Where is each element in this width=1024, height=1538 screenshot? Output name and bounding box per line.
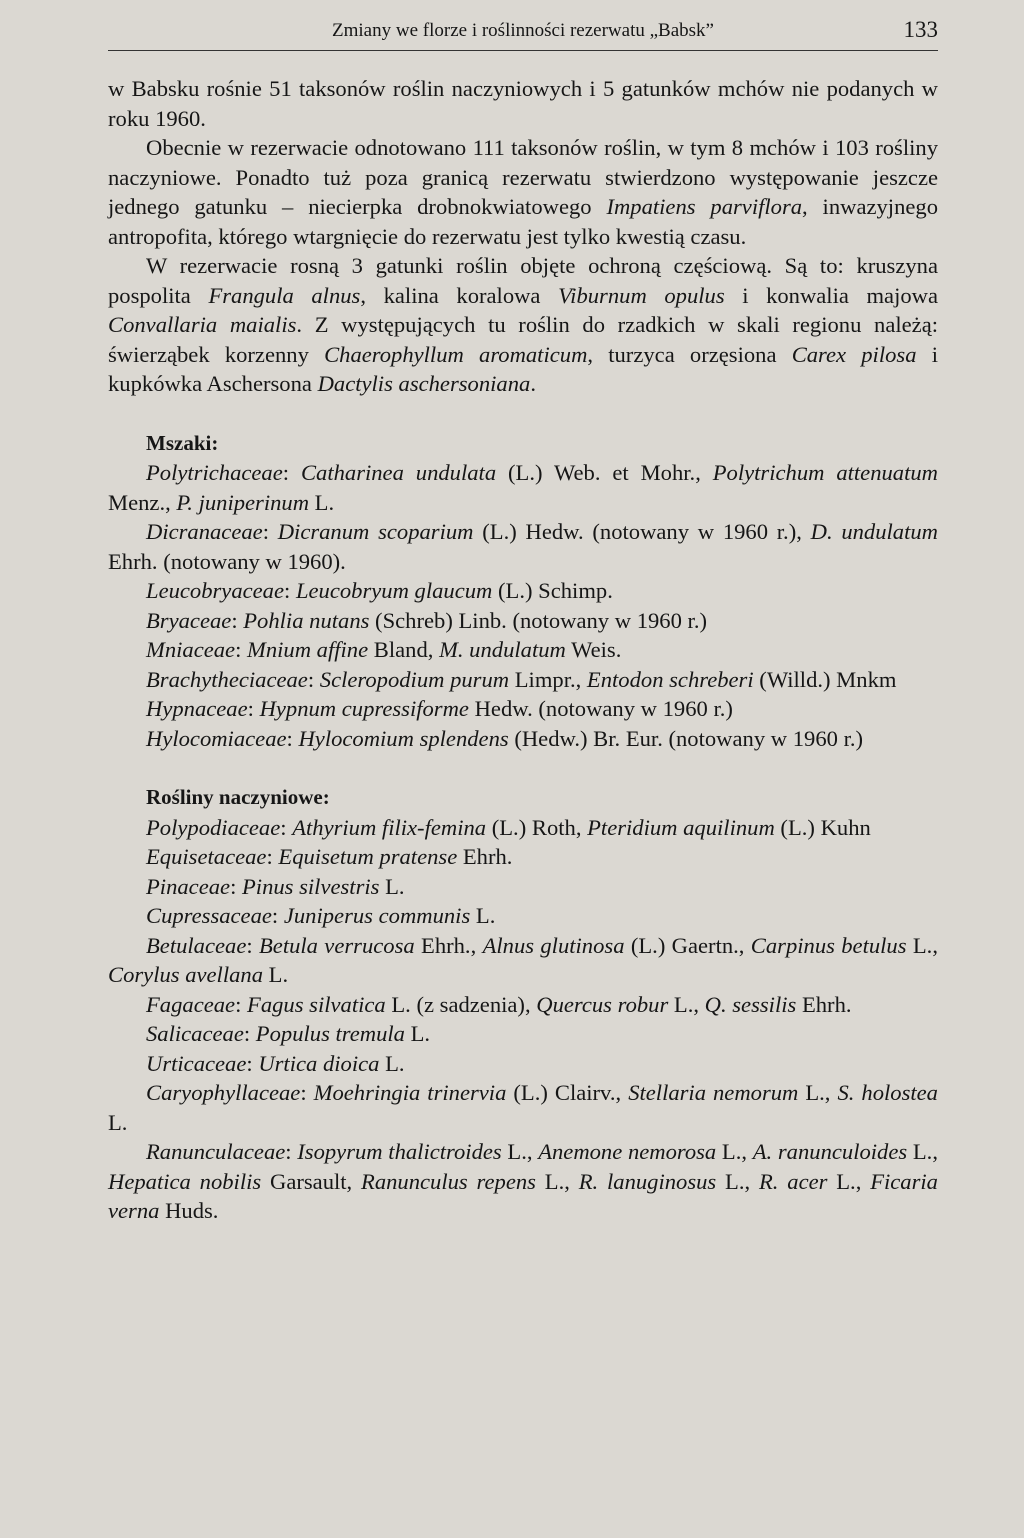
text-run: L. [404,1021,431,1046]
species-entry [108,724,938,754]
text-run: Garsault, [261,1168,362,1194]
taxon-name: Betula verrucosa [258,932,415,958]
taxon-name: Stellaria nemorum [628,1080,799,1105]
text-run: Menz., [108,489,177,515]
taxon-name: Ranunculus repens [361,1168,536,1194]
text-run: : [307,666,320,692]
taxon-name: Hypnaceae [146,696,248,721]
spacer [108,399,938,429]
text-run: w Babsku rośnie 51 taksonów roślin naczyniowych i 5 gatunków mchów nie podanych w roku 1960. [108,76,938,131]
text-run: : [286,725,299,751]
species-entry [108,1078,938,1137]
species-entry [108,990,938,1020]
taxon-name: Polytrichaceae [146,460,283,485]
text-run: (Schreb) Linb. (notowany w 1960 r.) [369,607,707,633]
taxon-name: Hepatica nobilis [108,1168,262,1194]
taxon-name: Polypodiaceae [146,814,281,840]
text-run: Ehrh. (notowany w 1960). [108,548,346,574]
taxon-name: Dactylis aschersoniana [317,371,531,396]
taxon-name: Mnium affine [247,637,369,662]
text-run: W rezerwacie rosną 3 gatunki roślin objęte ochroną częściową. Są to: kruszyna pospolita [108,253,938,308]
text-run: L. [379,1050,405,1076]
species-entry [108,694,938,724]
taxon-name: Quercus robur [536,991,669,1017]
taxon-name: Populus tremula [255,1021,405,1046]
species-entry [108,872,938,902]
taxon-name: Moehringia trinervia [313,1080,507,1105]
taxon-name: Frangula alnus [208,282,361,308]
text-run: L., [716,1139,753,1164]
taxon-name: Ranunculaceae [146,1139,286,1164]
text-run: Ehrh., [414,932,483,958]
section-heading: Rośliny naczyniowe: [146,785,330,809]
text-run: L., [535,1168,579,1194]
taxon-name: P. juniperinum [176,489,310,515]
taxon-name: Polytrichum attenuatum [712,460,938,485]
text-run: : [247,696,260,721]
text-run: Ehrh. [457,844,513,869]
taxon-name: Dicranum scoparium [277,519,474,544]
text-run: , inwazyjnego antropofita, którego wtargnięcie do rezerwatu jest tylko kwestią czasu. [108,194,938,249]
taxon-name: Dicranaceae [146,519,263,544]
species-entry [108,1137,938,1226]
text-run: : [262,519,278,544]
paragraph [108,251,938,399]
text-run: (L.) Web. et Mohr., [496,460,713,485]
taxon-name: Impatiens parviflora [606,194,803,219]
text-run: : [235,991,248,1017]
taxon-name: Bryaceae [146,607,232,633]
taxon-name: Anemone nemorosa [538,1139,717,1164]
species-entry [108,606,938,636]
header-title: Zmiany we florze i roślinności rezerwatu „Babsk” [332,20,714,41]
text-run: i kupkówka Aschersona [108,341,938,396]
text-run: (Willd.) Mnkm [753,666,897,692]
text-run: : [266,844,279,869]
text-run: (L.) Hedw. (notowany w 1960 r.), [473,519,811,544]
text-run: : [235,637,248,662]
taxon-name: R. lanuginosus [578,1168,717,1194]
taxon-name: S. holostea [837,1080,938,1105]
text-run: (L.) Roth, [486,814,588,840]
taxon-name: Carex pilosa [791,341,917,367]
text-run: L., [827,1168,871,1194]
text-run: , turzyca orzęsiona [587,341,792,367]
text-run: L. (z sadzenia), [385,991,537,1017]
taxon-name: Ficaria verna [108,1168,938,1223]
text-run: : [243,1021,256,1046]
taxon-name: Mniaceae [146,637,236,662]
taxon-name: Isopyrum thalictroides [297,1139,502,1164]
text-run: : [231,607,244,633]
text-run: (L.) Schimp. [492,578,613,603]
header-rule [108,50,938,51]
text-run: : [284,578,296,603]
text-run: (L.) Gaertn., [624,932,751,958]
text-run: Limpr., [509,666,587,692]
text-run: L., [907,1139,938,1164]
text-run: Weis. [565,637,622,662]
taxon-name: Cupressaceae [146,903,272,928]
paragraph [108,74,938,133]
text-run: Huds. [159,1198,219,1223]
text-run: L., [798,1080,838,1105]
text-run: : [271,903,284,928]
text-run: : [280,814,293,840]
taxon-name: Hypnum cupressiforme [259,696,469,721]
text-run: , kalina koralowa [360,282,559,308]
species-entry [108,931,938,990]
text-run: Obecnie w rezerwacie odnotowano 111 taksonów roślin, w tym 8 mchów i 103 rośliny naczyniowe. Ponadto tuż poza granicą rezerwatu stwierdzono występowanie jeszcze jednego gatunku – niecierpka drobnokwiatowego [108,135,938,219]
text-run: L., [716,1168,759,1194]
text-run: : [246,1050,259,1076]
taxon-name: Juniperus communis [283,903,471,928]
taxon-name: Salicaceae [146,1021,244,1046]
section-heading: Mszaki: [146,430,219,455]
species-entry [108,842,938,872]
taxon-name: Corylus avellana [108,962,264,987]
taxon-name: D. undulatum [810,519,938,544]
taxon-name: Pinus silvestris [242,873,380,899]
species-list [108,813,938,1226]
taxon-name: Betulaceae [146,932,247,958]
text-run: L. [108,1109,128,1135]
taxon-name: Pteridium aquilinum [587,814,775,840]
text-run: i konwalia majowa [724,282,938,308]
taxon-name: Leucobryaceae [146,578,285,603]
text-run: Bland, [368,637,440,662]
text-run: L., [668,991,705,1017]
body-text [108,74,938,1226]
paragraph [108,133,938,251]
text-run: : [282,460,301,485]
taxon-name: Q. sessilis [704,991,797,1017]
taxon-name: Hylocomium splendens [298,725,509,751]
text-run: (L.) Clairv., [506,1080,629,1105]
taxon-name: Fagaceae [146,991,236,1017]
text-run: L. [309,489,335,515]
text-run: (Hedw.) Br. Eur. (notowany w 1960 r.) [508,725,864,751]
running-header [108,16,938,48]
species-entry [108,458,938,517]
text-run: Ehrh. [796,991,852,1017]
text-run: : [246,932,259,958]
text-run: : [230,873,242,899]
text-run: L. [263,962,289,987]
taxon-name: Equisetaceae [146,844,267,869]
text-run: L., [501,1139,539,1164]
taxon-name: Urticaceae [146,1050,247,1076]
species-entry [108,635,938,665]
taxon-name: Scleropodium purum [319,666,510,692]
taxon-name: Pinaceae [146,873,231,899]
taxon-name: Hylocomiaceae [146,725,287,751]
text-run: Hedw. (notowany w 1960 r.) [468,696,733,721]
species-entry [108,1019,938,1049]
taxon-name: Chaerophyllum aromaticum [324,341,588,367]
taxon-name: Alnus glutinosa [482,932,625,958]
text-run: : [300,1080,314,1105]
taxon-name: Entodon schreberi [586,666,754,692]
taxon-name: Fagus silvatica [247,991,386,1017]
taxon-name: Equisetum pratense [278,844,458,869]
taxon-name: Catharinea undulata [300,460,497,485]
species-entry [108,517,938,576]
taxon-name: Caryophyllaceae [146,1080,301,1105]
species-entry [108,576,938,606]
spacer [108,753,938,783]
taxon-name: Pohlia nutans [243,607,370,633]
text-run: (L.) Kuhn [774,814,871,840]
taxon-name: M. undulatum [439,637,566,662]
species-list [108,458,938,753]
species-entry [108,665,938,695]
taxon-name: Leucobryum glaucum [295,578,493,603]
section-mosses [108,429,938,754]
taxon-name: Athyrium filix-femina [292,814,487,840]
text-run: L. [470,903,496,928]
taxon-name: Urtica dioica [258,1050,380,1076]
species-entry [108,1049,938,1079]
text-run: L. [379,873,405,899]
taxon-name: Brachytheciaceae [146,666,308,692]
taxon-name: R. acer [758,1168,828,1194]
text-run: . Z występujących tu roślin do rzadkich w skali regionu należą: świerząbek korzenny [108,312,939,367]
text-run: : [285,1139,298,1164]
text-run: L., [906,932,938,958]
taxon-name: Carpinus betulus [750,932,907,958]
species-entry [108,901,938,931]
taxon-name: A. ranunculoides [752,1139,908,1164]
text-run: . [530,371,536,396]
section-vascular-plants [108,783,938,1226]
species-entry [108,813,938,843]
taxon-name: Convallaria maialis [108,312,297,337]
page-number: 133 [903,17,938,42]
taxon-name: Viburnum opulus [558,282,725,308]
